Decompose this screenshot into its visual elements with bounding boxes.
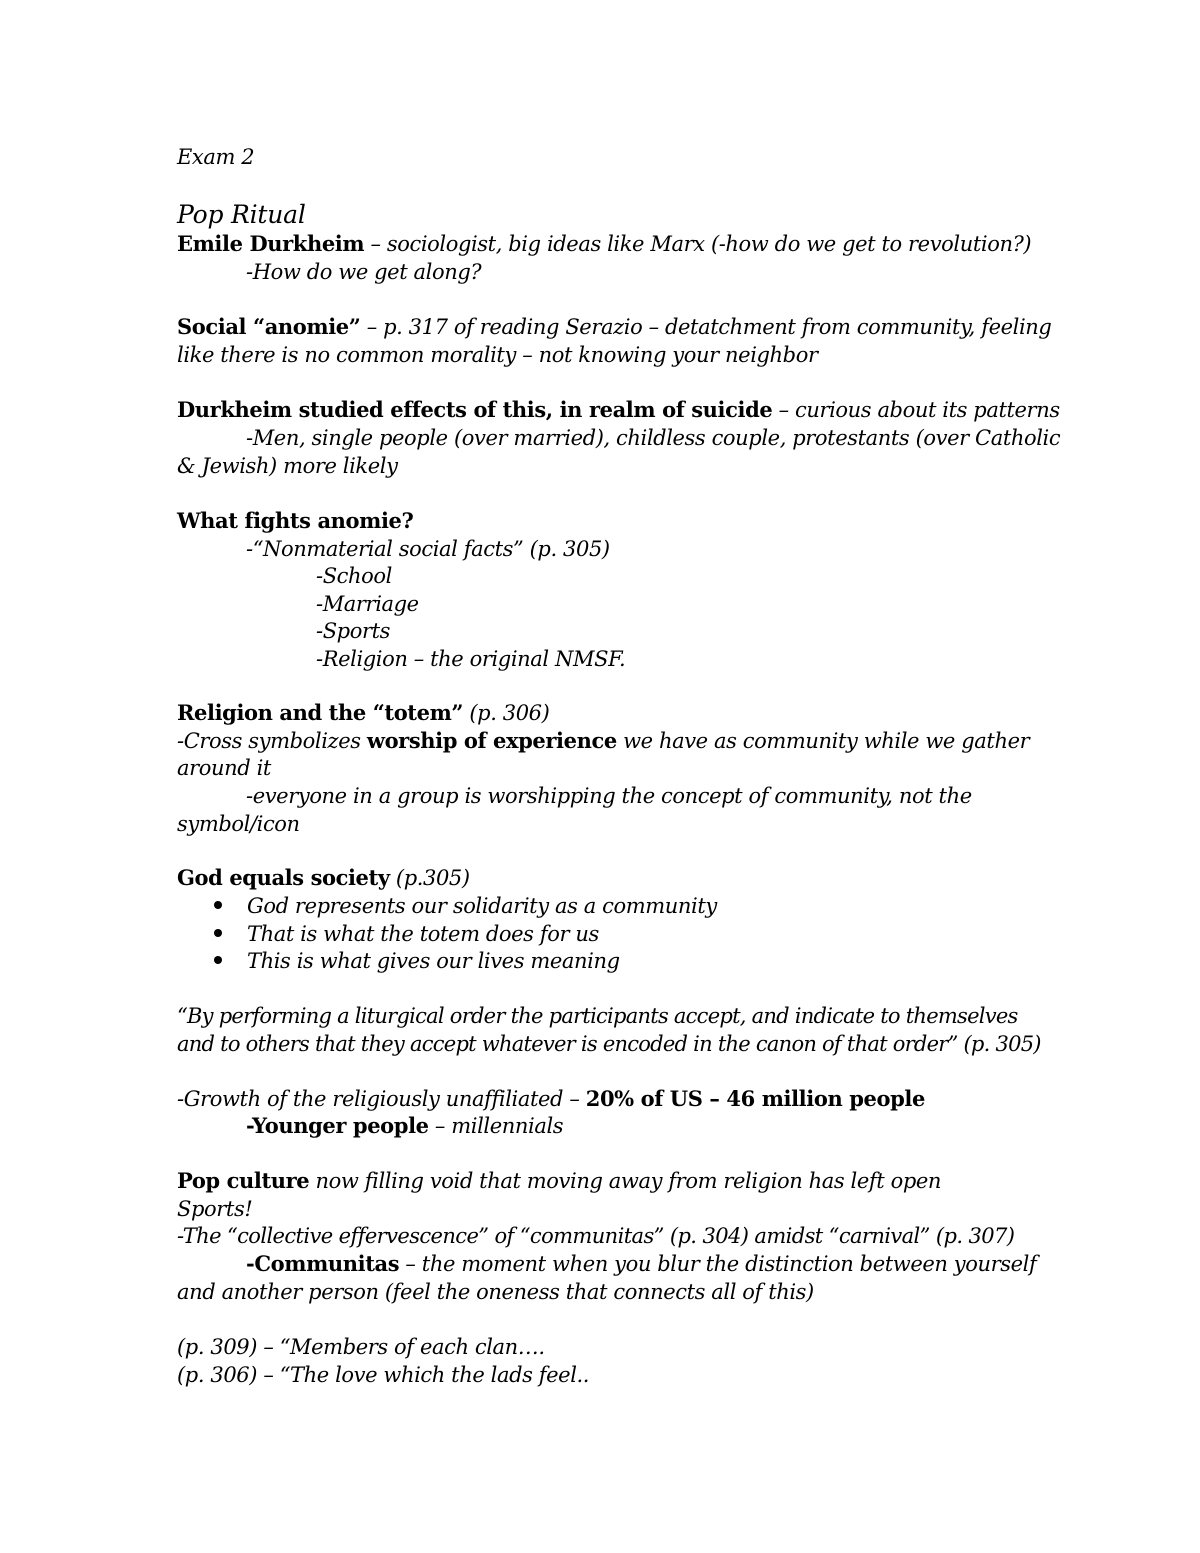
anomie-line — [177, 313, 1051, 341]
growth-pre: -Growth of the religiously unaffiliated – — [177, 1087, 586, 1111]
suicide-desc: – curious about its patterns — [772, 398, 1060, 422]
god-line — [177, 864, 470, 892]
god-page: (p.305) — [389, 866, 470, 890]
anomie-term: Social “anomie” — [177, 314, 361, 339]
pop-line — [177, 1167, 941, 1195]
god-bullet-item: That is what the totem does for us — [247, 922, 599, 946]
bullet-icon — [214, 956, 222, 964]
totem-page: (p. 306) — [463, 701, 550, 725]
anomie-desc-line2: like there is no common morality – not knowing your neighbor — [177, 343, 818, 367]
suicide-heading: Durkheim studied effects of this, in realm of suicide — [177, 397, 773, 422]
everyone-line1: -everyone in a group is worshipping the concept of community, not the — [246, 784, 972, 808]
ref-line: (p. 309) – “Members of each clan…. — [177, 1335, 545, 1359]
god-bullet-item: God represents our solidarity as a community — [247, 894, 717, 918]
nmsf-line: -“Nonmaterial social facts” (p. 305) — [246, 537, 610, 561]
god-bullet-item: This is what gives our lives meaning — [247, 949, 620, 973]
nmsf-item: -Religion – the original NMSF. — [316, 647, 626, 671]
nmsf-item: -Sports — [316, 619, 391, 643]
everyone-line2: symbol/icon — [177, 812, 300, 836]
ref-line: (p. 306) – “The love which the lads feel.. — [177, 1363, 590, 1387]
totem-line — [177, 699, 549, 727]
pop-post: now filling void that moving away from religion has left open — [309, 1169, 942, 1193]
exam-title: Exam 2 — [177, 145, 255, 169]
cross-pre: -Cross symbolizes — [177, 729, 367, 753]
nmsf-item: -Marriage — [316, 592, 419, 616]
younger-line — [246, 1112, 563, 1140]
sports-line: Sports! — [177, 1197, 253, 1221]
suicide-sub-line1: -Men, single people (over married), childless couple, protestants (over Catholic — [246, 426, 1061, 450]
communitas-line2: and another person (feel the oneness that connects all of this) — [177, 1280, 814, 1304]
anomie-desc: – p. 317 of reading Serazio – detatchment from community, feeling — [360, 315, 1052, 339]
fights-heading: What fights anomie? — [177, 508, 414, 533]
cross-line2: around it — [177, 756, 271, 780]
younger-bold: -Younger people — [246, 1113, 429, 1138]
totem-heading: Religion and the “totem” — [177, 700, 464, 725]
bullet-icon — [214, 929, 222, 937]
quote-line1: “By performing a liturgical order the participants accept, and indicate to themselves — [177, 1004, 1018, 1028]
communitas-bold: Communitas — [254, 1251, 400, 1276]
cross-line — [177, 727, 1029, 755]
nmsf-item: -School — [316, 564, 392, 588]
communitas-dash: - — [246, 1251, 255, 1276]
durkheim-sub: -How do we get along? — [246, 260, 482, 284]
section-title: Pop Ritual — [177, 200, 306, 229]
suicide-sub-line2: & Jewish) more likely — [177, 454, 398, 478]
cross-post: we have as community while we gather — [616, 729, 1030, 753]
durkheim-desc: – sociologist, big ideas like Marx (-how do we get to revolution?) — [364, 232, 1032, 256]
communitas-post: – the moment when you blur the distinction between yourself — [399, 1252, 1037, 1276]
quote-line2: and to others that they accept whatever is encoded in the canon of that order” (p. 305) — [177, 1032, 1041, 1056]
durkheim-line — [177, 230, 1031, 258]
communitas-line — [246, 1250, 1036, 1278]
suicide-line — [177, 396, 1060, 424]
collective-line: -The “collective effervescence” of “communitas” (p. 304) amidst “carnival” (p. 307) — [177, 1224, 1015, 1248]
growth-line — [177, 1085, 925, 1113]
bullet-icon — [214, 901, 222, 909]
growth-bold: 20% of US – 46 million people — [585, 1086, 925, 1111]
durkheim-name: Emile Durkheim — [177, 231, 365, 256]
younger-post: – millennials — [428, 1114, 564, 1138]
pop-bold: Pop culture — [177, 1168, 310, 1193]
cross-bold: worship of experience — [366, 728, 617, 753]
god-heading: God equals society — [177, 865, 390, 890]
